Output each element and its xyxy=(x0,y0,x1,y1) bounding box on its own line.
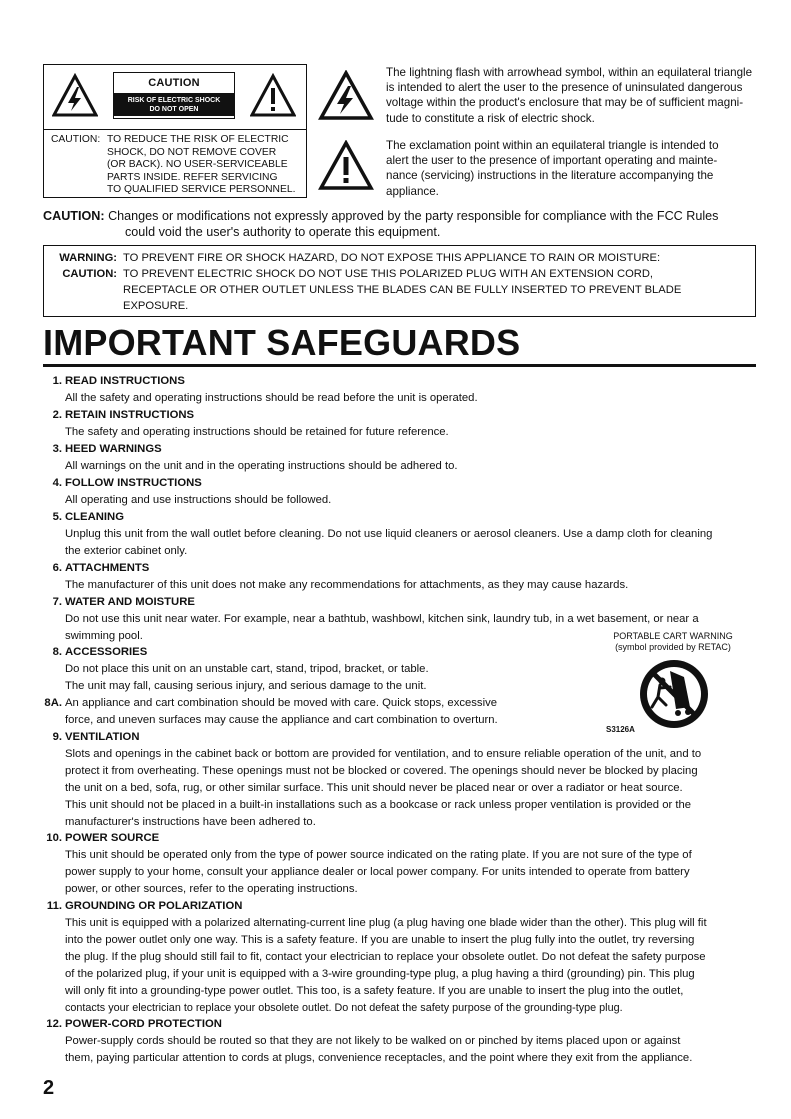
cart-symbol-code: S3126A xyxy=(606,725,635,734)
safeguard-number: 3. xyxy=(52,443,62,455)
safeguard-line: All warnings on the unit and in the operating instructions should be adhered to. xyxy=(65,460,458,472)
safeguard-title: ACCESSORIES xyxy=(65,646,148,658)
page-number: 2 xyxy=(43,1077,55,1099)
safeguard-line: Do not place this unit on an unstable cart, stand, tripod, bracket, or table. xyxy=(65,663,429,675)
risk-label xyxy=(114,93,234,116)
fcc-caution xyxy=(43,208,759,240)
safeguard-line: the unit on a bed, sofa, rug, or other similar surface. This unit should never be placed near or over a radiator or heat source. xyxy=(65,782,683,794)
caution-box-lead: CAUTION: xyxy=(51,134,101,145)
safeguard-number: 11. xyxy=(46,900,62,912)
risk-label-line1: RISK OF ELECTRIC SHOCK xyxy=(127,97,221,104)
safeguard-line: The manufacturer of this unit does not make any recommendations for attachments, as they may cause hazards. xyxy=(65,579,629,591)
safeguard-line: will only fit into a grounding-type power outlet. This too, is a safety feature. If you are unable to insert the plug into the outlet, xyxy=(65,985,684,997)
safeguard-title: WATER AND MOISTURE xyxy=(65,596,195,608)
safeguard-line: the exterior cabinet only. xyxy=(65,545,188,557)
safeguard-title: CLEANING xyxy=(65,511,124,523)
safeguard-number: 8A. xyxy=(44,697,62,709)
safeguard-line: This unit should be operated only from the type of power source indicated on the rating plate. If you are not sure of the type of xyxy=(65,849,692,861)
safeguard-line: Do not use this unit near water. For example, near a bathtub, washbowl, kitchen sink, laundry tub, in a wet basement, or near a xyxy=(65,613,699,625)
safeguard-number: 8. xyxy=(52,646,62,658)
safeguard-line: Power-supply cords should be routed so that they are not likely to be walked on or pinched by items placed upon or against xyxy=(65,1035,681,1047)
safeguard-line: power supply to your home, consult your appliance dealer or local power company. For units intended to operate from battery xyxy=(65,866,690,878)
warning-box xyxy=(43,245,756,317)
safeguard-line: them, paying particular attention to cords at plugs, convenience receptacles, and the point where they exit from the appliance. xyxy=(65,1052,693,1064)
safeguard-title: VENTILATION xyxy=(65,731,140,743)
risk-label-line2: DO NOT OPEN xyxy=(149,106,199,113)
safeguard-line: This unit is equipped with a polarized alternating-current line plug (a plug having one blade wider than the other). This plug will fit xyxy=(65,917,707,929)
safeguard-title: GROUNDING OR POLARIZATION xyxy=(65,900,243,912)
cart-caption-line2: (symbol provided by RETAC) xyxy=(615,642,731,652)
safeguard-title: READ INSTRUCTIONS xyxy=(65,375,185,387)
exclamation-symbol-icon xyxy=(318,140,374,192)
safeguard-number: 12. xyxy=(46,1018,62,1030)
title-rule xyxy=(43,364,756,367)
safeguard-line: The unit may fall, causing serious injury, and serious damage to the unit. xyxy=(65,680,427,692)
description-line: alert the user to the presence of important operating and mainte- xyxy=(386,154,718,168)
safeguard-line: All operating and use instructions should be followed. xyxy=(65,494,332,506)
safeguard-line: power, or other sources, refer to the operating instructions. xyxy=(65,883,358,895)
safeguard-number: 9. xyxy=(52,731,62,743)
caution-line: EXPOSURE. xyxy=(123,299,189,312)
page-title: IMPORTANT SAFEGUARDS xyxy=(43,322,521,363)
safeguard-line: This unit should not be placed in a built-in installations such as a bookcase or rack unless proper ventilation is provided or the xyxy=(65,799,692,811)
safeguard-line: of the polarized plug, if your unit is equipped with a 3-wire grounding-type plug, a plug having a third (grounding) pin. This plug xyxy=(65,968,695,980)
caution-line: RECEPTACLE OR OTHER OUTLET UNLESS THE BLADES CAN BE FULLY INSERTED TO PREVENT BLADE xyxy=(123,283,682,296)
description-line: is intended to alert the user to the presence of uninsulated dangerous xyxy=(386,81,743,95)
lightning-description xyxy=(386,65,758,126)
description-line: The exclamation point within an equilateral triangle is intended to xyxy=(386,139,719,152)
safeguard-line: Unplug this unit from the wall outlet before cleaning. Do not use liquid cleaners or aerosol cleaners. Use a damp cloth for cleaning xyxy=(65,528,713,540)
cart-caption-line1: PORTABLE CART WARNING xyxy=(613,631,733,641)
caution-label xyxy=(113,72,235,119)
safeguard-line: All the safety and operating instructions should be read before the unit is operated. xyxy=(65,392,478,404)
caution-box-line: (OR BACK). NO USER-SERVICEABLE xyxy=(107,159,288,170)
safeguard-line: protect it from overheating. These openings must not be blocked or covered. The openings should never be blocked by placing xyxy=(65,765,698,777)
safeguard-line: force, and uneven surfaces may cause the appliance and cart combination to overturn. xyxy=(65,714,498,726)
exclamation-description xyxy=(386,138,758,199)
safeguard-title: POWER SOURCE xyxy=(65,832,160,844)
safeguard-line: into the power outlet only one way. This is a safety feature. If you are unable to insert the plug fully into the outlet, try reversing xyxy=(65,934,695,946)
safeguard-line: the plug. If the plug should still fail to fit, contact your electrician to replace your obsolete outlet. Do not defeat the safety purpose xyxy=(65,951,706,963)
cart-warning-caption xyxy=(598,631,748,653)
safeguard-title: POWER-CORD PROTECTION xyxy=(65,1018,222,1030)
fcc-caution-line2: could void the user's authority to operate this equipment. xyxy=(125,225,441,239)
safeguard-line: An appliance and cart combination should be moved with care. Quick stops, excessive xyxy=(65,697,498,709)
warning-text: TO PREVENT FIRE OR SHOCK HAZARD, DO NOT EXPOSE THIS APPLIANCE TO RAIN OR MOISTURE: xyxy=(123,252,661,264)
safeguard-line: contacts your electrician to replace your obsolete outlet. Do not defeat the safety purpose of the grounding-type plug. xyxy=(65,1002,623,1014)
caution-text xyxy=(123,267,751,314)
description-line: tude to constitute a risk of electric shock. xyxy=(386,111,595,125)
safeguard-title: FOLLOW INSTRUCTIONS xyxy=(65,477,202,489)
safeguard-title: HEED WARNINGS xyxy=(65,443,162,455)
fcc-caution-line1: Changes or modifications not expressly approved by the party responsible for compliance with the FCC Rules xyxy=(108,209,719,223)
safeguard-number: 1. xyxy=(52,375,62,387)
safeguard-number: 5. xyxy=(52,511,62,523)
caution-label-title: CAUTION xyxy=(148,77,200,89)
safeguard-title: ATTACHMENTS xyxy=(65,562,150,574)
safeguard-line: The safety and operating instructions should be retained for future reference. xyxy=(65,426,449,438)
safeguard-line: Slots and openings in the cabinet back or bottom are provided for ventilation, and to ensure reliable operation of the unit, and to xyxy=(65,748,702,760)
safeguard-number: 4. xyxy=(52,477,62,489)
caution-box-body xyxy=(107,134,303,197)
caution-box-line: TO REDUCE THE RISK OF ELECTRIC xyxy=(107,134,289,145)
lightning-symbol-icon xyxy=(318,70,374,122)
description-line: nance (servicing) instructions in the literature accompanying the xyxy=(386,169,714,183)
safeguard-line: swimming pool. xyxy=(65,630,143,642)
description-line: appliance. xyxy=(386,184,439,198)
caution-box-line: PARTS INSIDE. REFER SERVICING xyxy=(107,171,278,183)
warning-label: WARNING: xyxy=(59,252,117,264)
description-line: The lightning flash with arrowhead symbol, within an equilateral triangle xyxy=(386,66,753,79)
caution-box-line: SHOCK, DO NOT REMOVE COVER xyxy=(107,146,277,158)
exclamation-warning-icon xyxy=(250,73,296,119)
safeguard-number: 2. xyxy=(52,409,62,421)
caution-label-text: CAUTION: xyxy=(62,268,117,280)
safeguard-line: manufacturer's instructions have been adhered to. xyxy=(65,816,316,828)
caution-label-box xyxy=(43,64,307,198)
description-line: voltage within the product's enclosure that may be of sufficient magni- xyxy=(386,96,744,110)
tipping-cart-icon xyxy=(632,657,716,731)
safeguard-title: RETAIN INSTRUCTIONS xyxy=(65,409,195,421)
caution-box-divider xyxy=(44,129,306,130)
caution-line: TO PREVENT ELECTRIC SHOCK DO NOT USE THIS POLARIZED PLUG WITH AN EXTENSION CORD, xyxy=(123,268,654,280)
safeguard-number: 7. xyxy=(52,596,62,608)
caution-box-line: TO QUALIFIED SERVICE PERSONNEL. xyxy=(107,184,296,195)
safeguard-number: 6. xyxy=(52,562,62,574)
safeguard-number: 10. xyxy=(46,832,62,844)
fcc-caution-label: CAUTION: xyxy=(43,209,105,223)
lightning-warning-icon xyxy=(52,73,98,119)
